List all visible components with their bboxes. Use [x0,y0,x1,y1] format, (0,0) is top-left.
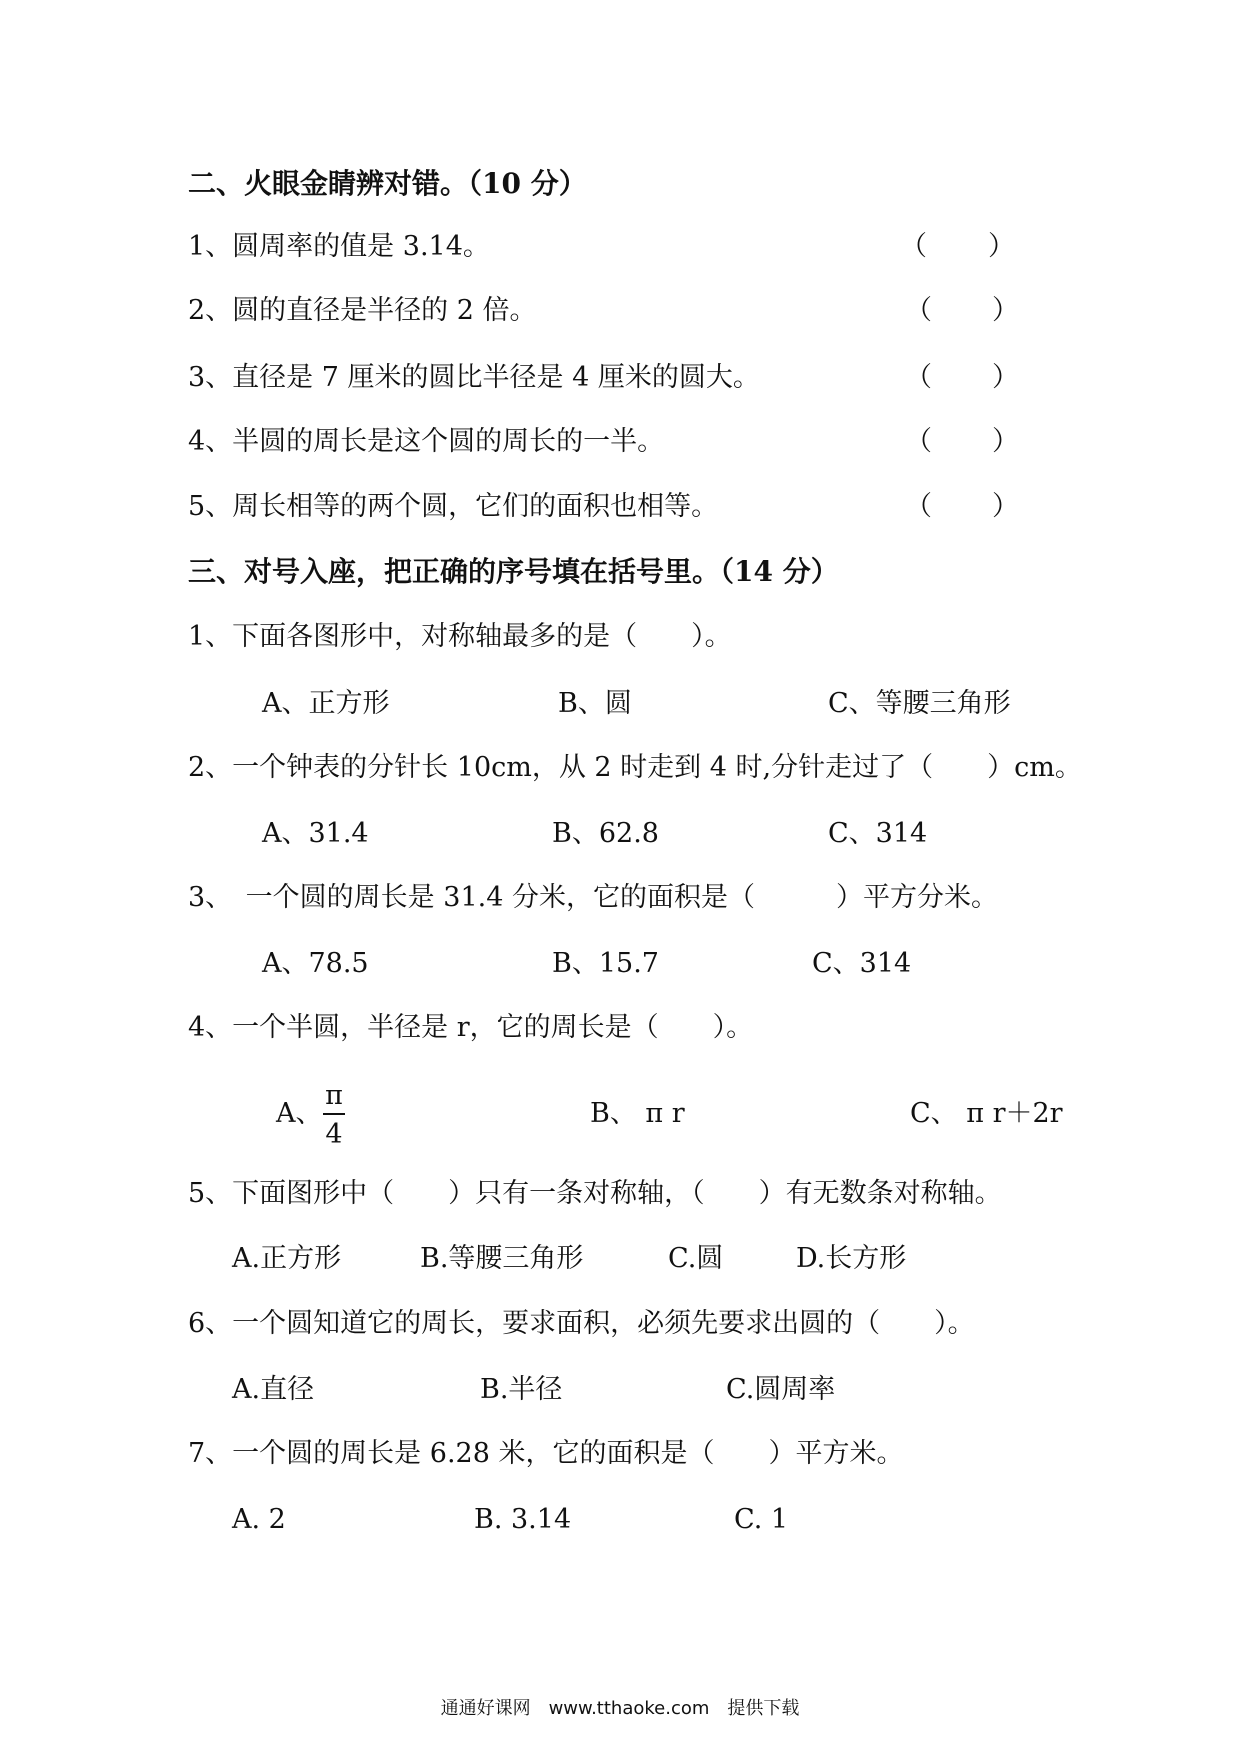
judge-item-2: 2、圆的直径是半径的 2 倍。 [188,295,537,326]
question-2: 2、一个钟表的分针长 10cm，从 2 时走到 4 时,分针走过了（ ）cm。 [188,752,1082,783]
q6-option-b: B.半径 [480,1374,563,1405]
q3-option-a: A、78.5 [262,948,369,979]
q4-option-c: C、 π r＋2r [910,1098,1063,1129]
q4-option-a-fraction [323,1082,345,1148]
question-7: 7、一个圆的周长是 6.28 米，它的面积是（ ）平方米。 [188,1438,904,1469]
answer-paren-close-1: ） [988,231,1015,262]
answer-paren-close-3: ） [992,362,1019,393]
fraction-denominator: 4 [325,1119,343,1150]
q7-option-a: A. 2 [232,1504,286,1535]
question-6: 6、一个圆知道它的周长，要求面积，必须先要求出圆的（ ）。 [188,1308,975,1339]
judge-item-5: 5、周长相等的两个圆，它们的面积也相等。 [188,491,719,522]
q6-option-c: C.圆周率 [726,1374,836,1405]
question-5: 5、下面图形中（ ）只有一条对称轴，（ ）有无数条对称轴。 [188,1178,1002,1209]
q1-option-c: C、等腰三角形 [828,688,1011,719]
q3-option-c: C、314 [812,948,912,979]
question-4: 4、一个半圆，半径是 r，它的周长是（ ）。 [188,1012,754,1043]
q6-option-a: A.直径 [232,1374,315,1405]
section2-title: 二、火眼金睛辨对错。（10 分） [188,167,587,200]
question-3: 3、 一个圆的周长是 31.4 分米，它的面积是（ ）平方分米。 [188,882,998,913]
answer-paren-open-2: （ [905,295,932,326]
q4-option-a-prefix: A、 [276,1098,323,1129]
answer-paren-close-2: ） [992,295,1019,326]
judge-item-4: 4、半圆的周长是这个圆的周长的一半。 [188,426,665,457]
answer-paren-open-1: （ [900,231,927,262]
q2-option-c: C、314 [828,818,928,849]
fraction-numerator: π [325,1080,343,1111]
q5-option-a: A.正方形 [232,1243,342,1274]
q5-option-b: B.等腰三角形 [420,1243,584,1274]
q4-option-b: B、 π r [590,1098,685,1129]
q3-option-b: B、15.7 [552,948,659,979]
footer-credit: 通通好课网 www.tthaoke.com 提供下载 [440,1698,800,1719]
answer-paren-open-5: （ [905,491,932,522]
answer-paren-close-4: ） [992,426,1019,457]
judge-item-1: 1、圆周率的值是 3.14。 [188,231,490,262]
q5-option-d: D.长方形 [796,1243,907,1274]
q7-option-b: B. 3.14 [474,1504,572,1535]
fraction-bar [323,1113,345,1115]
q2-option-b: B、62.8 [552,818,659,849]
judge-item-3: 3、直径是 7 厘米的圆比半径是 4 厘米的圆大。 [188,362,760,393]
answer-paren-open-3: （ [905,362,932,393]
answer-paren-open-4: （ [905,426,932,457]
q1-option-a: A、正方形 [262,688,390,719]
answer-paren-close-5: ） [992,491,1019,522]
q1-option-b: B、圆 [558,688,632,719]
q5-option-c: C.圆 [668,1243,724,1274]
section3-title: 三、对号入座，把正确的序号填在括号里。（14 分） [188,555,839,588]
q2-option-a: A、31.4 [262,818,369,849]
question-1: 1、下面各图形中，对称轴最多的是（ ）。 [188,621,732,652]
q7-option-c: C. 1 [734,1504,789,1535]
